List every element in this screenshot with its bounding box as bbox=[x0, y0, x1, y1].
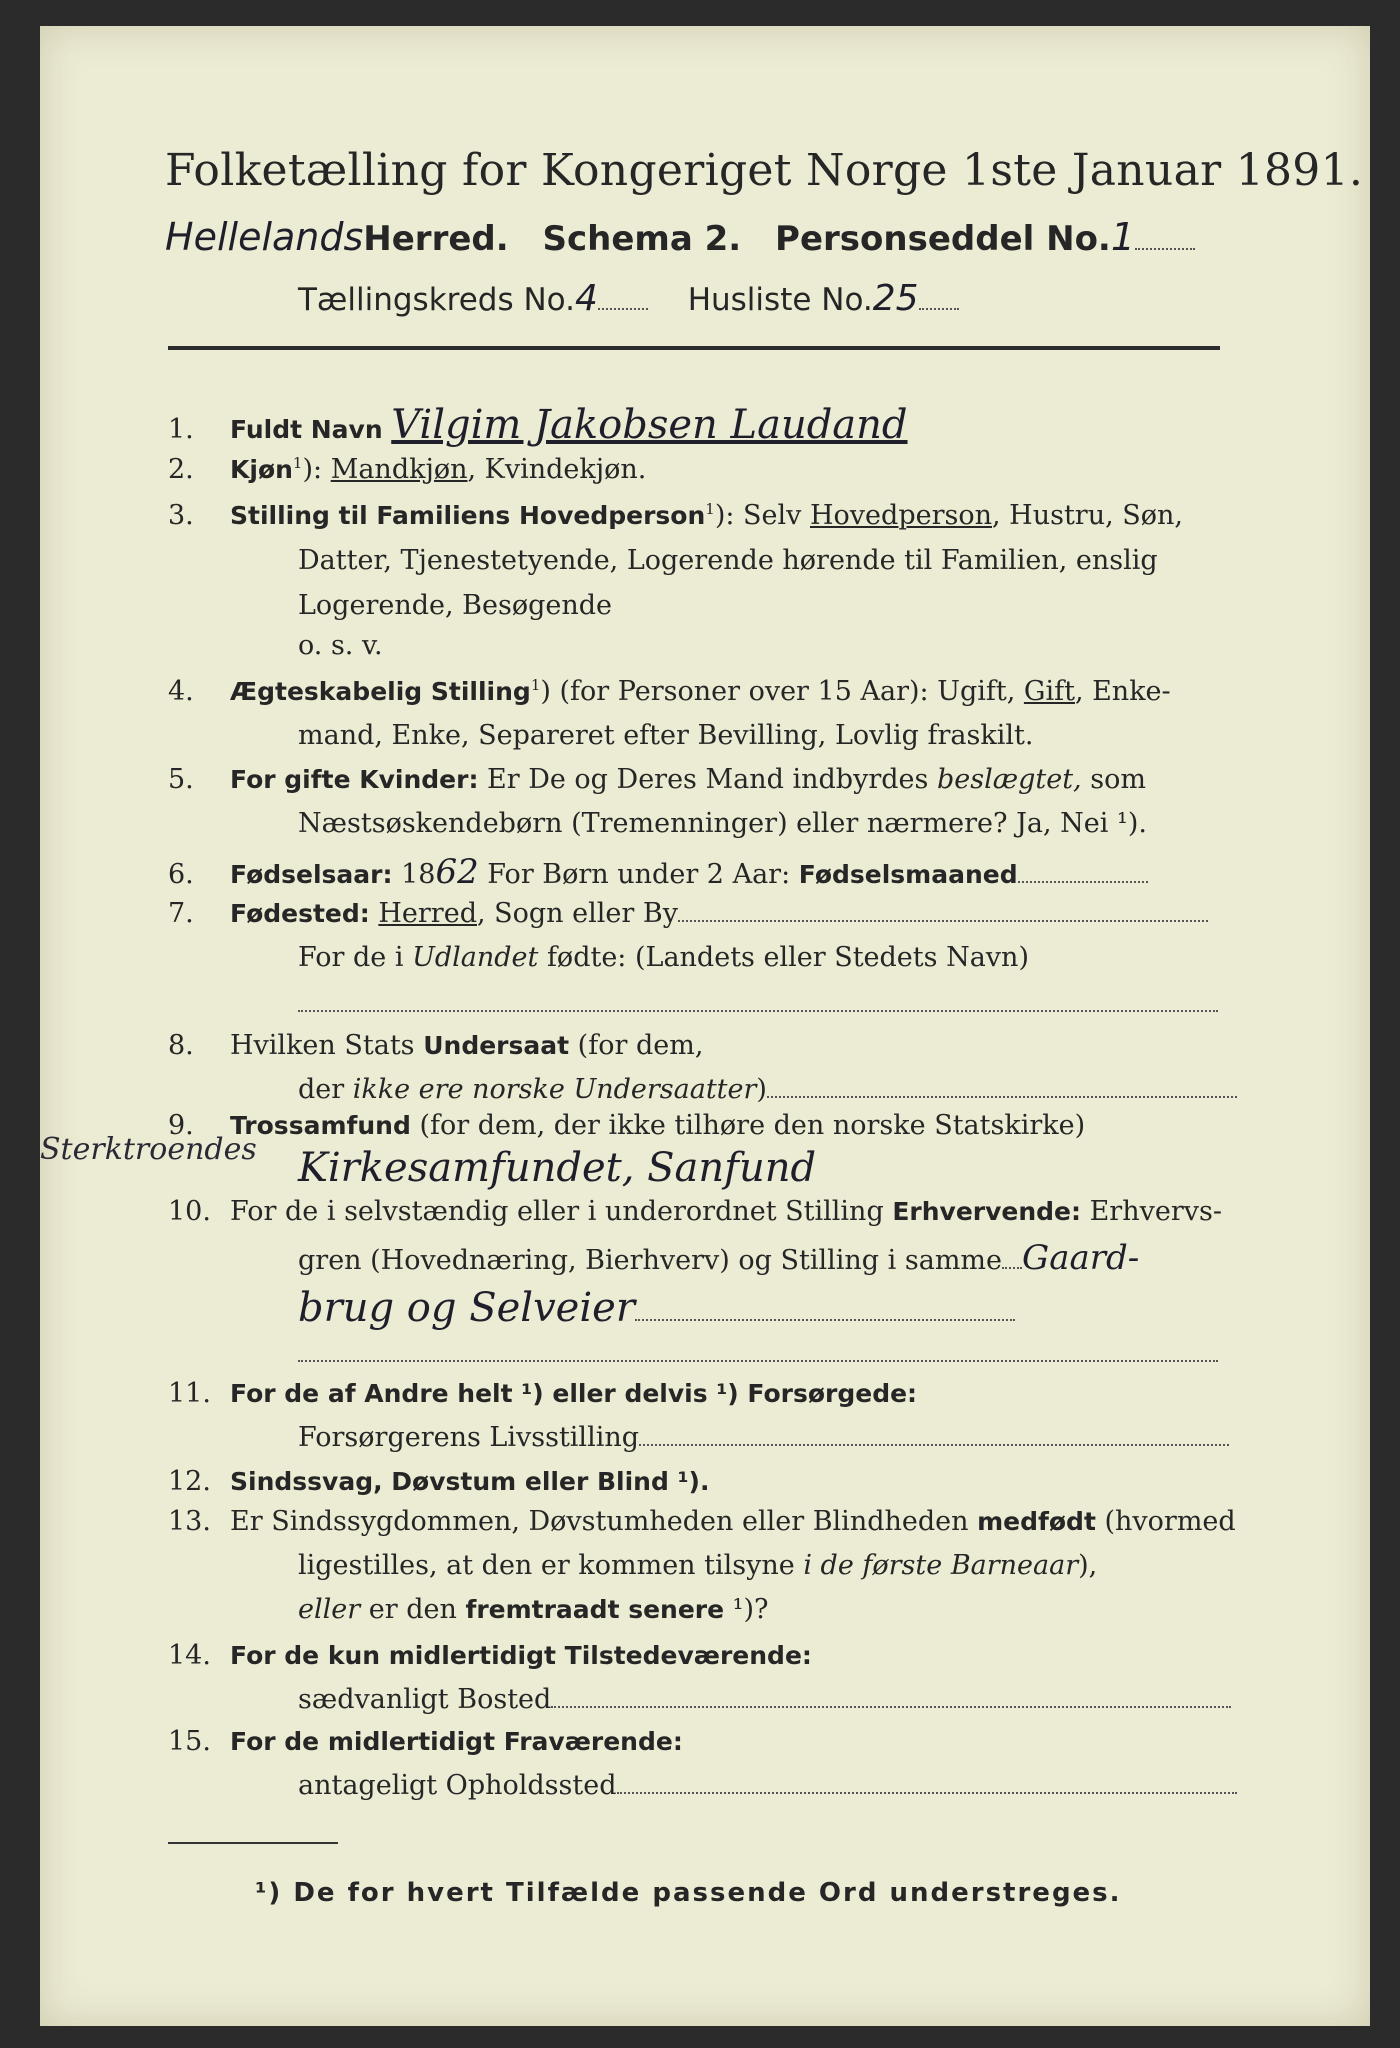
form-title: Folketælling for Kongeriget Norge 1ste Januar 1891. bbox=[165, 145, 1364, 196]
item-label: Ægteskabelig Stilling bbox=[230, 677, 531, 706]
dotted-fill bbox=[298, 1006, 1218, 1012]
herred-handwritten: Hellelands bbox=[165, 215, 364, 259]
item-3-line-2: Datter, Tjenestetyende, Logerende hørende til Familien, enslig bbox=[298, 545, 1158, 576]
margin-note-handwritten: Sterktroendes bbox=[40, 1132, 257, 1167]
t: ) bbox=[756, 1074, 767, 1105]
item-label: For gifte Kvinder: bbox=[230, 765, 479, 794]
sep: ): bbox=[302, 454, 331, 485]
item-number: 11. bbox=[168, 1378, 211, 1409]
item-bold: Erhvervende: bbox=[892, 1197, 1082, 1226]
option-selected: Mandkjøn bbox=[330, 454, 468, 485]
item-number: 2. bbox=[168, 454, 194, 485]
item-label: Trossamfund bbox=[230, 1111, 411, 1140]
item-text: , Enke- bbox=[1074, 676, 1171, 707]
item-number: 7. bbox=[168, 898, 194, 929]
footnote-rule bbox=[168, 1842, 338, 1844]
item-label: Fuldt Navn bbox=[230, 415, 383, 444]
occupation-handwritten: Gaard- bbox=[1022, 1238, 1140, 1278]
item-text: Er De og Deres Mand indbyrdes bbox=[478, 764, 937, 795]
item-number: 12. bbox=[168, 1466, 211, 1497]
item-13-line-3 bbox=[298, 1594, 769, 1625]
item-text: , Sogn eller By bbox=[476, 898, 678, 929]
item-label: For de kun midlertidigt Tilstedeværende: bbox=[230, 1641, 812, 1670]
full-name-handwritten: Vilgim Jakobsen Laudand bbox=[391, 402, 908, 448]
t-italic: Udlandet bbox=[412, 942, 539, 973]
item-text: (for dem, bbox=[569, 1030, 704, 1061]
item-label: Fødested: bbox=[230, 899, 370, 928]
t: ligestilles, at den er kommen tilsyne bbox=[298, 1550, 804, 1581]
item-label: Stilling til Familiens Hovedperson bbox=[230, 501, 706, 530]
item-4-line-2: mand, Enke, Separeret efter Bevilling, Lovlig fraskilt. bbox=[298, 720, 1034, 751]
item-10-line-3 bbox=[298, 1285, 1015, 1331]
item-label: For de af Andre helt ¹) eller delvis ¹) Forsørgede: bbox=[230, 1379, 918, 1408]
item-6 bbox=[168, 852, 1148, 892]
item-15 bbox=[168, 1726, 683, 1757]
t: Forsørgerens Livsstilling bbox=[298, 1422, 640, 1453]
item-number: 1. bbox=[168, 414, 194, 445]
item-5-line-2: Næstsøskendebørn (Tremenninger) eller nærmere? Ja, Nei ¹). bbox=[298, 808, 1147, 839]
item-13-line-2 bbox=[298, 1550, 1097, 1581]
item-text: (hvormed bbox=[1095, 1506, 1236, 1537]
t: antageligt Opholdssted bbox=[298, 1770, 617, 1801]
item-7-line-2 bbox=[298, 942, 1029, 973]
item-text: , Hustru, Søn, bbox=[992, 500, 1183, 531]
dotted-fill bbox=[551, 1702, 1231, 1708]
option-selected: Hovedperson bbox=[810, 500, 992, 531]
personseddel-label: Personseddel No. bbox=[775, 219, 1111, 259]
schema-label: Schema 2. bbox=[542, 219, 742, 259]
item-text: (for dem, der ikke tilhøre den norske Statskirke) bbox=[410, 1110, 1086, 1141]
option-text: , Kvindekjøn. bbox=[467, 454, 647, 485]
item-label: Fødselsaar: bbox=[230, 860, 393, 889]
item-text: Er Sindssygdommen, Døvstumheden eller Blindheden bbox=[230, 1506, 978, 1537]
personseddel-handwritten: 1 bbox=[1110, 215, 1136, 259]
t: ), bbox=[1078, 1550, 1098, 1581]
item-10-line-4 bbox=[298, 1338, 1218, 1369]
option-selected: Herred bbox=[378, 898, 477, 929]
t-italic: eller bbox=[298, 1594, 361, 1625]
t: sædvanligt Bosted bbox=[298, 1684, 552, 1715]
dotted-fill bbox=[678, 916, 1208, 922]
item-bold: Undersaat bbox=[414, 1031, 570, 1060]
kreds-handwritten: 4 bbox=[574, 278, 598, 319]
item-3-line-4: o. s. v. bbox=[298, 630, 383, 661]
item-bold: Fødselsmaaned bbox=[798, 860, 1018, 889]
footnote-mark: 1 bbox=[530, 676, 541, 694]
item-8 bbox=[168, 1030, 703, 1061]
item-text: ) (for Personer over 15 Aar): Ugift, bbox=[540, 676, 1024, 707]
footnote-mark: 1 bbox=[292, 454, 303, 472]
item-number: 13. bbox=[168, 1506, 211, 1537]
t-bold: fremtraadt senere bbox=[465, 1595, 725, 1624]
item-2 bbox=[168, 454, 646, 485]
occupation-handwritten-2: brug og Selveier bbox=[298, 1285, 635, 1331]
item-5 bbox=[168, 764, 1146, 795]
item-9-line-2 bbox=[298, 1145, 816, 1191]
item-1 bbox=[168, 402, 908, 448]
item-text: ): Selv bbox=[714, 500, 810, 531]
item-number: 15. bbox=[168, 1726, 211, 1757]
dotted-fill bbox=[298, 1356, 1218, 1362]
dotted-fill bbox=[639, 1440, 1229, 1446]
item-number: 14. bbox=[168, 1640, 211, 1671]
husliste-handwritten: 25 bbox=[872, 278, 919, 319]
faith-handwritten: Kirkesamfundet, Sanfund bbox=[298, 1145, 817, 1191]
item-number: 4. bbox=[168, 676, 194, 707]
t: gren (Hovednæring, Bierhverv) og Stilling i samme bbox=[298, 1245, 1003, 1276]
item-italic: beslægtet, bbox=[936, 764, 1082, 795]
dotted-fill bbox=[635, 1315, 1015, 1321]
item-11-line-2 bbox=[298, 1422, 1229, 1453]
item-10 bbox=[168, 1196, 1222, 1227]
item-number: 5. bbox=[168, 764, 194, 795]
item-3 bbox=[168, 500, 1183, 531]
t: ¹)? bbox=[724, 1594, 769, 1625]
item-14-line-2 bbox=[298, 1684, 1231, 1715]
item-text: som bbox=[1081, 764, 1146, 795]
t: For de i bbox=[298, 942, 413, 973]
kreds-line bbox=[298, 278, 1128, 319]
item-number: 6. bbox=[168, 859, 194, 890]
item-number: 8. bbox=[168, 1030, 194, 1061]
item-label: Kjøn bbox=[230, 455, 293, 484]
t: fødte: (Landets eller Stedets Navn) bbox=[538, 942, 1029, 973]
birth-year-handwritten: 62 bbox=[435, 852, 479, 892]
dotted-fill bbox=[617, 1788, 1237, 1794]
item-11 bbox=[168, 1378, 917, 1409]
husliste-label: Husliste No. bbox=[687, 282, 873, 318]
item-4 bbox=[168, 676, 1171, 707]
header-rule bbox=[168, 346, 1220, 350]
item-text: For Børn under 2 Aar: bbox=[478, 859, 799, 890]
dotted-fill bbox=[919, 304, 959, 310]
item-12 bbox=[168, 1466, 709, 1497]
item-13 bbox=[168, 1506, 1236, 1537]
item-label: Hvilken Stats bbox=[230, 1030, 415, 1061]
item-number: 3. bbox=[168, 500, 194, 531]
item-text: For de i selvstændig eller i underordnet Stilling bbox=[230, 1196, 893, 1227]
item-bold: medfødt bbox=[977, 1507, 1096, 1536]
t-italic: i de første Barneaar bbox=[803, 1550, 1079, 1581]
dotted-fill bbox=[1002, 1263, 1022, 1269]
item-14 bbox=[168, 1640, 812, 1671]
t: der bbox=[298, 1074, 353, 1105]
herred-line bbox=[165, 215, 1225, 259]
item-15-line-2 bbox=[298, 1770, 1237, 1801]
dotted-fill bbox=[1018, 877, 1148, 883]
item-number: 10. bbox=[168, 1196, 211, 1227]
herred-label: Herred. bbox=[363, 219, 509, 259]
item-7 bbox=[168, 898, 1208, 929]
dotted-fill bbox=[767, 1092, 1237, 1098]
t-italic: ikke ere norske Undersaatter bbox=[352, 1074, 757, 1105]
item-label: Sindssvag, Døvstum eller Blind ¹). bbox=[230, 1467, 710, 1496]
dotted-fill bbox=[1135, 244, 1195, 250]
item-text: Erhvervs- bbox=[1081, 1196, 1222, 1227]
item-9 bbox=[168, 1110, 1085, 1141]
item-label: For de midlertidigt Fraværende: bbox=[230, 1727, 683, 1756]
item-3-line-3: Logerende, Besøgende bbox=[298, 590, 612, 621]
option-selected: Gift bbox=[1023, 676, 1075, 707]
year-prefix: 18 bbox=[392, 859, 436, 890]
footnote-mark: 1 bbox=[705, 500, 715, 518]
t: er den bbox=[360, 1594, 466, 1625]
item-10-line-2 bbox=[298, 1238, 1139, 1278]
footnote: ¹) De for hvert Tilfælde passende Ord understreges. bbox=[255, 1878, 1122, 1908]
item-7-line-3 bbox=[298, 988, 1218, 1019]
kreds-label: Tællingskreds No. bbox=[298, 282, 575, 318]
item-8-line-2 bbox=[298, 1074, 1237, 1105]
dotted-fill bbox=[598, 304, 648, 310]
item-number: 9. bbox=[168, 1110, 194, 1141]
